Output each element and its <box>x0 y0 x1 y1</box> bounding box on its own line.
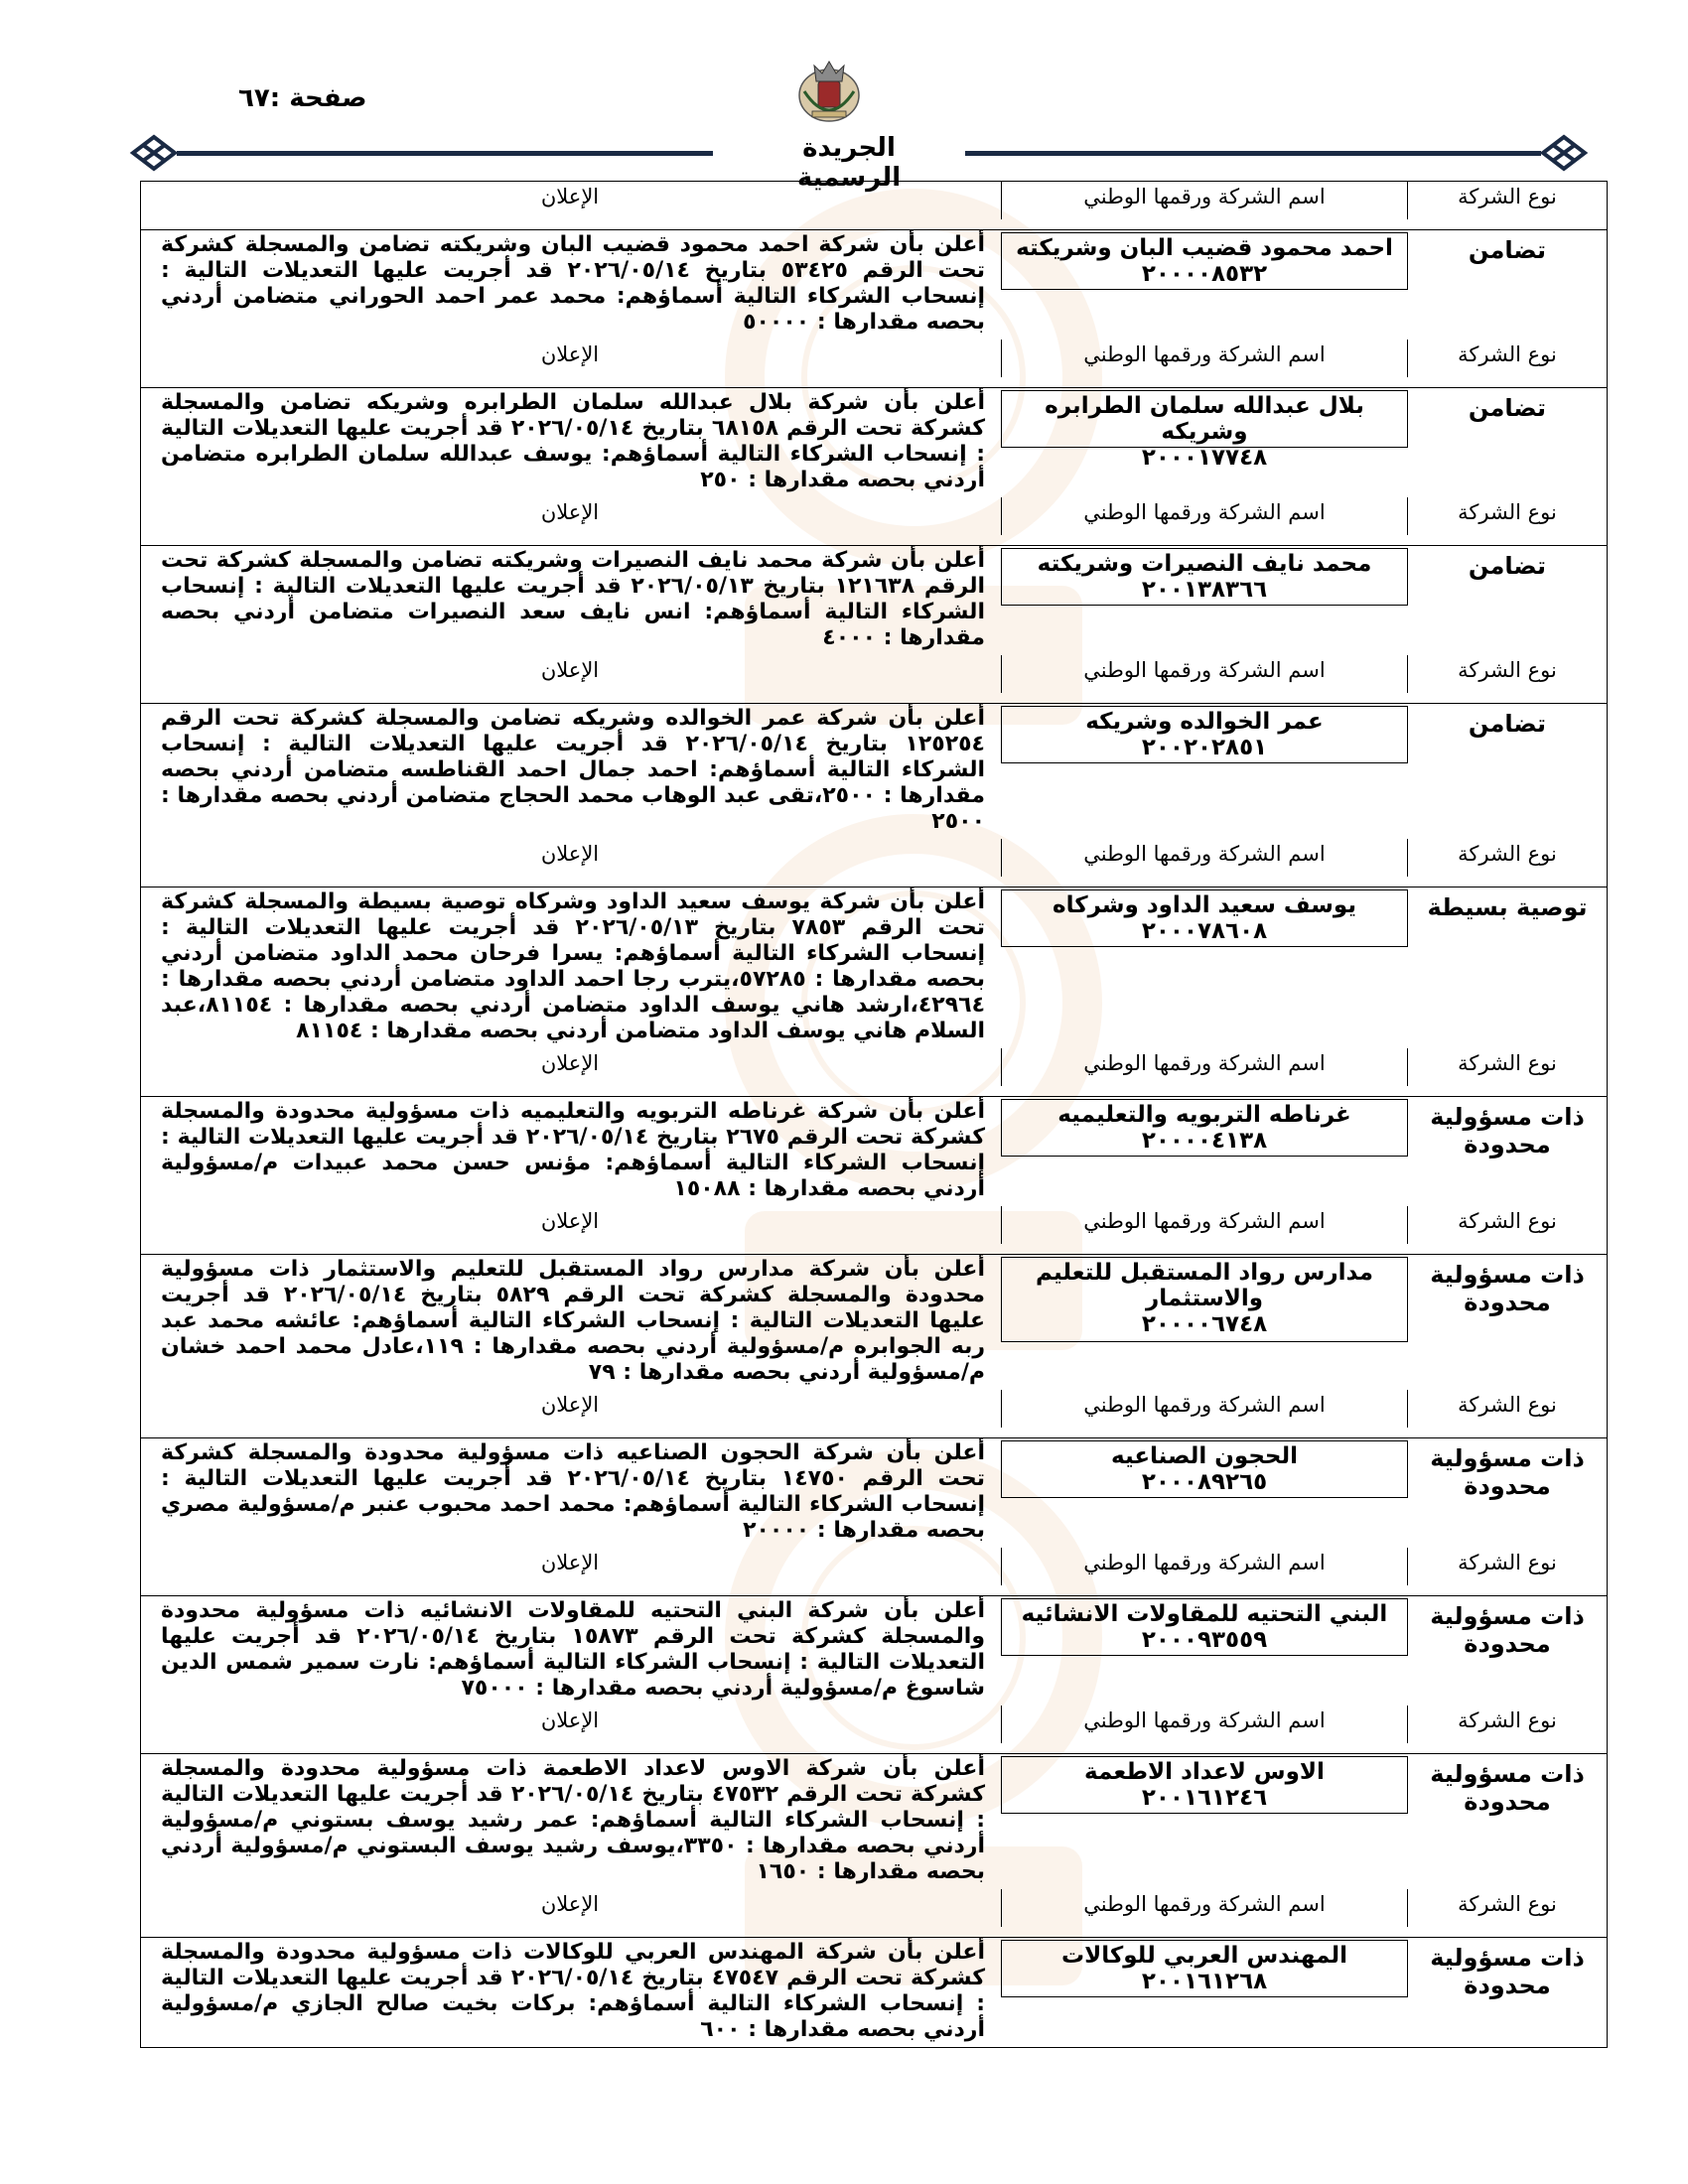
national-number: ٢٠٠٠٠٦٧٤٨ <box>1141 1311 1268 1337</box>
coat-of-arms-icon <box>794 52 864 127</box>
header-notice: الإعلان <box>540 1708 600 1732</box>
header-notice: الإعلان <box>540 842 600 866</box>
national-number: ٢٠٠٠٨٩٢٦٥ <box>1141 1469 1268 1495</box>
company-type <box>1408 1444 1607 1500</box>
company-type <box>1408 1760 1607 1816</box>
header-company-name: اسم الشركة ورقمها الوطني <box>1001 1889 1408 1927</box>
notice-text: أعلن بأن شركة الاوس لاعداد الاطعمة ذات مسؤولية محدودة والمسجلة كشركة تحت الرقم ٤٧٥٣٢ بتاريخ ٢٠٢٦/٠٥/١٤ قد أجريت عليها التعديلات التالية : إنسحاب الشركاء التالية أسماؤهم: عمر رشيد يوسف بستوني م/مسؤولية أردني بحصه مقدارها : ٣٣٥٠،يوسف رشيد يوسف البستوني م/مسؤولية أردني بحصه مقدارها : ١٦٥٠ <box>161 1756 985 1884</box>
notice-block <box>141 1706 1607 1889</box>
national-number: ٢٠٠١٣٨٣٦٦ <box>1141 577 1268 603</box>
table-header-row <box>141 340 1607 388</box>
company-type <box>1408 710 1607 738</box>
company-type-line: تضامن <box>1468 394 1547 422</box>
notice-text: أعلن بأن شركة البني التحتيه للمقاولات الانشائيه ذات مسؤولية محدودة والمسجلة كشركة تحت الرقم ١٥٨٧٣ بتاريخ ٢٠٢٦/٠٥/١٤ قد أجريت عليها التعديلات التالية : إنسحاب الشركاء التالية أسماؤهم: نارت سمير شمس الدين شاسوغ م/مسؤولية أردني بحصه مقدارها : ٧٥٠٠٠ <box>161 1598 986 1701</box>
notice-text: أعلن بأن شركة محمد نايف النصيرات وشريكته تضامن والمسجلة كشركة تحت الرقم ١٢١٦٣٨ بتاريخ ٢٠٢٦/٠٥/١٣ قد أجريت عليها التعديلات التالية : إنسحاب الشركاء التالية أسماؤهم: انس نايف سعد النصيرات متضامن أردني بحصه مقدارها : ٤٠٠٠ <box>161 548 985 650</box>
company-name-and-number <box>1001 1099 1408 1157</box>
table-row <box>141 704 1607 839</box>
company-type <box>1408 394 1607 422</box>
company-type-line: ذات مسؤولية <box>1430 1602 1585 1630</box>
company-name: والاستثمار <box>1146 1286 1263 1311</box>
national-number: ٢٠٠٠١٧٧٤٨ <box>1141 445 1268 471</box>
header-notice: الإعلان <box>540 1209 600 1233</box>
company-type-line: ذات مسؤولية <box>1430 1444 1585 1472</box>
company-type <box>1408 893 1607 921</box>
table-row <box>141 1596 1607 1706</box>
notice-block <box>141 1548 1607 1706</box>
company-name-and-number <box>1001 1598 1408 1656</box>
company-name: البني التحتيه للمقاولات الانشائيه <box>1021 1601 1388 1627</box>
company-name: يوسف سعيد الداود وشركاه <box>1053 892 1356 918</box>
company-type-line: محدودة <box>1464 1630 1551 1658</box>
header-company-type: نوع الشركة <box>1458 500 1557 524</box>
company-name-and-number <box>1001 232 1408 290</box>
ornament-knot-icon <box>129 133 179 173</box>
header-notice: الإعلان <box>540 500 600 524</box>
national-number: ٢٠٠٠٩٣٥٥٩ <box>1141 1627 1268 1653</box>
notice-block <box>141 1390 1607 1548</box>
company-name: بلال عبدالله سلمان الطرابره وشريكه <box>1045 393 1364 445</box>
header-company-name: اسم الشركة ورقمها الوطني <box>1001 1206 1408 1244</box>
table-header-row <box>141 1548 1607 1596</box>
header-company-name: اسم الشركة ورقمها الوطني <box>1001 1548 1408 1585</box>
table-header-row <box>141 1889 1607 1938</box>
header-company-type: نوع الشركة <box>1458 1708 1557 1732</box>
header-rule-left <box>177 151 713 156</box>
header-notice: الإعلان <box>540 1551 600 1574</box>
header-company-type: نوع الشركة <box>1458 1209 1557 1233</box>
national-number: ٢٠٠١٦١٢٤٦ <box>1141 1785 1268 1811</box>
table-row <box>141 388 1607 497</box>
notice-block <box>141 182 1607 340</box>
company-name: الحجون الصناعيه <box>1111 1443 1298 1469</box>
notice-block <box>141 497 1607 655</box>
header-company-name: اسم الشركة ورقمها الوطني <box>1001 340 1408 377</box>
company-type-line: ذات مسؤولية <box>1430 1944 1585 1972</box>
national-number: ٢٠٠٠٧٨٦٠٨ <box>1141 918 1268 944</box>
company-type-line: توصية بسيطة <box>1427 893 1588 921</box>
company-type-line: تضامن <box>1468 236 1547 264</box>
table-row <box>141 1097 1607 1206</box>
notice-block <box>141 839 1607 1048</box>
company-type-line: تضامن <box>1468 552 1547 580</box>
header-notice: الإعلان <box>540 185 600 208</box>
company-name-and-number <box>1001 390 1408 471</box>
header-notice: الإعلان <box>540 658 600 682</box>
table-row <box>141 1938 1607 2047</box>
notice-block <box>141 1889 1607 2047</box>
table-row <box>141 1754 1607 1889</box>
header-company-type: نوع الشركة <box>1458 1393 1557 1417</box>
ornament-knot-icon <box>1539 133 1589 173</box>
header-notice: الإعلان <box>540 1892 600 1916</box>
company-type-line: محدودة <box>1464 1131 1551 1159</box>
company-name-and-number <box>1001 1257 1408 1342</box>
notice-text: أعلن بأن شركة الحجون الصناعيه ذات مسؤولية محدودة والمسجلة كشركة تحت الرقم ١٤٧٥٠ بتاريخ ٢٠٢٦/٠٥/١٤ قد أجريت عليها التعديلات التالية : إنسحاب الشركاء التالية أسماؤهم: محمد احمد محبوب عنبر م/مسؤولية مصري بحصه مقدارها : ٢٠٠٠٠ <box>161 1440 985 1543</box>
company-type <box>1408 552 1607 580</box>
company-name-and-number <box>1001 1940 1408 1997</box>
company-type <box>1408 1602 1607 1658</box>
gazette-title: الجريدة الرسمية <box>755 133 943 193</box>
page-number: صفحة :٦٧ <box>238 83 367 113</box>
table-header-row <box>141 839 1607 887</box>
notice-text: أعلن بأن شركة المهندس العربي للوكالات ذات مسؤولية محدودة والمسجلة كشركة تحت الرقم ٤٧٥٤٧ بتاريخ ٢٠٢٦/٠٥/١٤ قد أجريت عليها التعديلات التالية : إنسحاب الشركاء التالية أسماؤهم: بركات بخيت صالح الجازي م/مسؤولية أردني بحصه مقدارها : ٦٠٠ <box>161 1940 985 2042</box>
company-name: غرناطه التربويه والتعليميه <box>1057 1102 1351 1128</box>
header-notice: الإعلان <box>540 342 600 366</box>
header-company-type: نوع الشركة <box>1458 842 1557 866</box>
company-type-line: محدودة <box>1464 1289 1551 1316</box>
company-name-and-number <box>1001 1756 1408 1814</box>
company-name-and-number <box>1001 889 1408 947</box>
national-number: ٢٠٠٢٠٢٨٥١ <box>1141 735 1268 760</box>
header-company-type: نوع الشركة <box>1458 1551 1557 1574</box>
header-notice: الإعلان <box>540 1051 600 1075</box>
company-type-line: ذات مسؤولية <box>1430 1261 1585 1289</box>
company-name-and-number <box>1001 548 1408 606</box>
table-header-row <box>141 1048 1607 1097</box>
company-name: محمد نايف النصيرات وشريكته <box>1037 551 1372 577</box>
table-row <box>141 546 1607 655</box>
header-company-name: اسم الشركة ورقمها الوطني <box>1001 182 1408 219</box>
header-company-type: نوع الشركة <box>1458 1051 1557 1075</box>
header-company-type: نوع الشركة <box>1458 658 1557 682</box>
table-row <box>141 1438 1607 1548</box>
notice-text: أعلن بأن شركة غرناطه التربويه والتعليميه ذات مسؤولية محدودة والمسجلة كشركة تحت الرقم ٢٦٧٥ بتاريخ ٢٠٢٦/٠٥/١٤ قد أجريت عليها التعديلات التالية : إنسحاب الشركاء التالية أسماؤهم: مؤنس حسن محمد عبيدات م/مسؤولية أردني بحصه مقدارها : ١٥٠٨٨ <box>161 1099 985 1201</box>
company-type-line: محدودة <box>1464 1972 1551 1999</box>
notice-text: أعلن بأن شركة احمد محمود قضيب البان وشريكته تضامن والمسجلة كشركة تحت الرقم ٥٣٤٢٥ بتاريخ ٢٠٢٦/٠٥/١٤ قد أجريت عليها التعديلات التالية : إنسحاب الشركاء التالية أسماؤهم: محمد عمر احمد الحوراني متضامن أردني بحصه مقدارها : ٥٠٠٠٠ <box>161 232 985 335</box>
table-header-row <box>141 497 1607 546</box>
table-row <box>141 1255 1607 1390</box>
table-row <box>141 887 1607 1048</box>
company-type-line: تضامن <box>1468 710 1547 738</box>
table-header-row <box>141 655 1607 704</box>
table-header-row <box>141 182 1607 230</box>
header-company-name: اسم الشركة ورقمها الوطني <box>1001 1048 1408 1086</box>
national-number: ٢٠٠١٦١٢٦٨ <box>1141 1969 1268 1994</box>
notice-text: أعلن بأن شركة مدارس رواد المستقبل للتعليم والاستثمار ذات مسؤولية محدودة والمسجلة كشركة تحت الرقم ٥٨٢٩ بتاريخ ٢٠٢٦/٠٥/١٤ قد أجريت عليها التعديلات التالية : إنسحاب الشركاء التالية أسماؤهم: عائشه محمد عبد ربه الجوابره م/مسؤولية أردني بحصه مقدارها : ١١٩،عادل محمد احمد خشان م/مسؤولية أردني بحصه مقدارها : ٧٩ <box>161 1257 985 1385</box>
header-company-name: اسم الشركة ورقمها الوطني <box>1001 497 1408 535</box>
notice-text: أعلن بأن شركة بلال عبدالله سلمان الطرابره وشريكه تضامن والمسجلة كشركة تحت الرقم ٦٨١٥٨ بتاريخ ٢٠٢٦/٠٥/١٤ قد أجريت عليها التعديلات التالية : إنسحاب الشركاء التالية أسماؤهم: يوسف عبدالله سلمان الطرابره متضامن أردني بحصه مقدارها : ٢٥٠ <box>161 390 985 492</box>
notices-table <box>140 181 1608 2048</box>
header-company-type: نوع الشركة <box>1458 342 1557 366</box>
company-name: المهندس العربي للوكالات <box>1061 1943 1347 1969</box>
header-company-name: اسم الشركة ورقمها الوطني <box>1001 1706 1408 1743</box>
company-type-line: ذات مسؤولية <box>1430 1103 1585 1131</box>
table-header-row <box>141 1706 1607 1754</box>
national-number: ٢٠٠٠٠٤١٣٨ <box>1141 1128 1268 1154</box>
header-company-type: نوع الشركة <box>1458 185 1557 208</box>
notice-text: أعلن بأن شركة عمر الخوالده وشريكه تضامن والمسجلة كشركة تحت الرقم ١٢٥٢٥٤ بتاريخ ٢٠٢٦/٠٥/١٤ قد أجريت عليها التعديلات التالية : إنسحاب الشركاء التالية أسماؤهم: احمد جمال احمد القناطسه متضامن أردني بحصه مقدارها : ٢٥٠٠،تقى عبد الوهاب محمد الحجاج متضامن أردني بحصه مقدارها : ٢٥٠٠ <box>161 706 985 834</box>
notice-block <box>141 340 1607 497</box>
header-company-name: اسم الشركة ورقمها الوطني <box>1001 655 1408 693</box>
national-number: ٢٠٠٠٠٨٥٣٢ <box>1141 261 1268 287</box>
company-type <box>1408 1103 1607 1159</box>
table-header-row <box>141 1390 1607 1438</box>
company-name-and-number <box>1001 706 1408 763</box>
company-type <box>1408 1261 1607 1316</box>
company-name: مدارس رواد المستقبل للتعليم <box>1035 1260 1374 1286</box>
company-name: الاوس لاعداد الاطعمة <box>1084 1759 1325 1785</box>
company-type-line: محدودة <box>1464 1472 1551 1500</box>
company-type <box>1408 1944 1607 1999</box>
header-notice: الإعلان <box>540 1393 600 1417</box>
company-name: عمر الخوالده وشريكه <box>1085 709 1324 735</box>
header-company-type: نوع الشركة <box>1458 1892 1557 1916</box>
company-type-line: محدودة <box>1464 1788 1551 1816</box>
notice-text: أعلن بأن شركة يوسف سعيد الداود وشركاه توصية بسيطة والمسجلة كشركة تحت الرقم ٧٨٥٣ بتاريخ ٢٠٢٦/٠٥/١٣ قد أجريت عليها التعديلات التالية : إنسحاب الشركاء التالية أسماؤهم: يسرا فرحان محمد الداود متضامن أردني بحصه مقدارها : ٥٧٢٨٥،يترب رجا احمد الداود متضامن أردني بحصه مقدارها : ٤٢٩٦٤،ارشد هاني يوسف الداود متضامن أردني بحصه مقدارها : ٨١١٥٤،عبد السلام هاني يوسف الداود متضامن أردني بحصه مقدارها : ٨١١٥٤ <box>161 889 985 1043</box>
header-company-name: اسم الشركة ورقمها الوطني <box>1001 1390 1408 1428</box>
table-row <box>141 230 1607 340</box>
notice-block <box>141 1206 1607 1390</box>
notice-block <box>141 1048 1607 1206</box>
company-type-line: ذات مسؤولية <box>1430 1760 1585 1788</box>
table-header-row <box>141 1206 1607 1255</box>
company-name-and-number <box>1001 1440 1408 1498</box>
company-name: احمد محمود قضيب البان وشريكته <box>1016 235 1393 261</box>
notice-block <box>141 655 1607 839</box>
company-type <box>1408 236 1607 264</box>
header-company-name: اسم الشركة ورقمها الوطني <box>1001 839 1408 877</box>
